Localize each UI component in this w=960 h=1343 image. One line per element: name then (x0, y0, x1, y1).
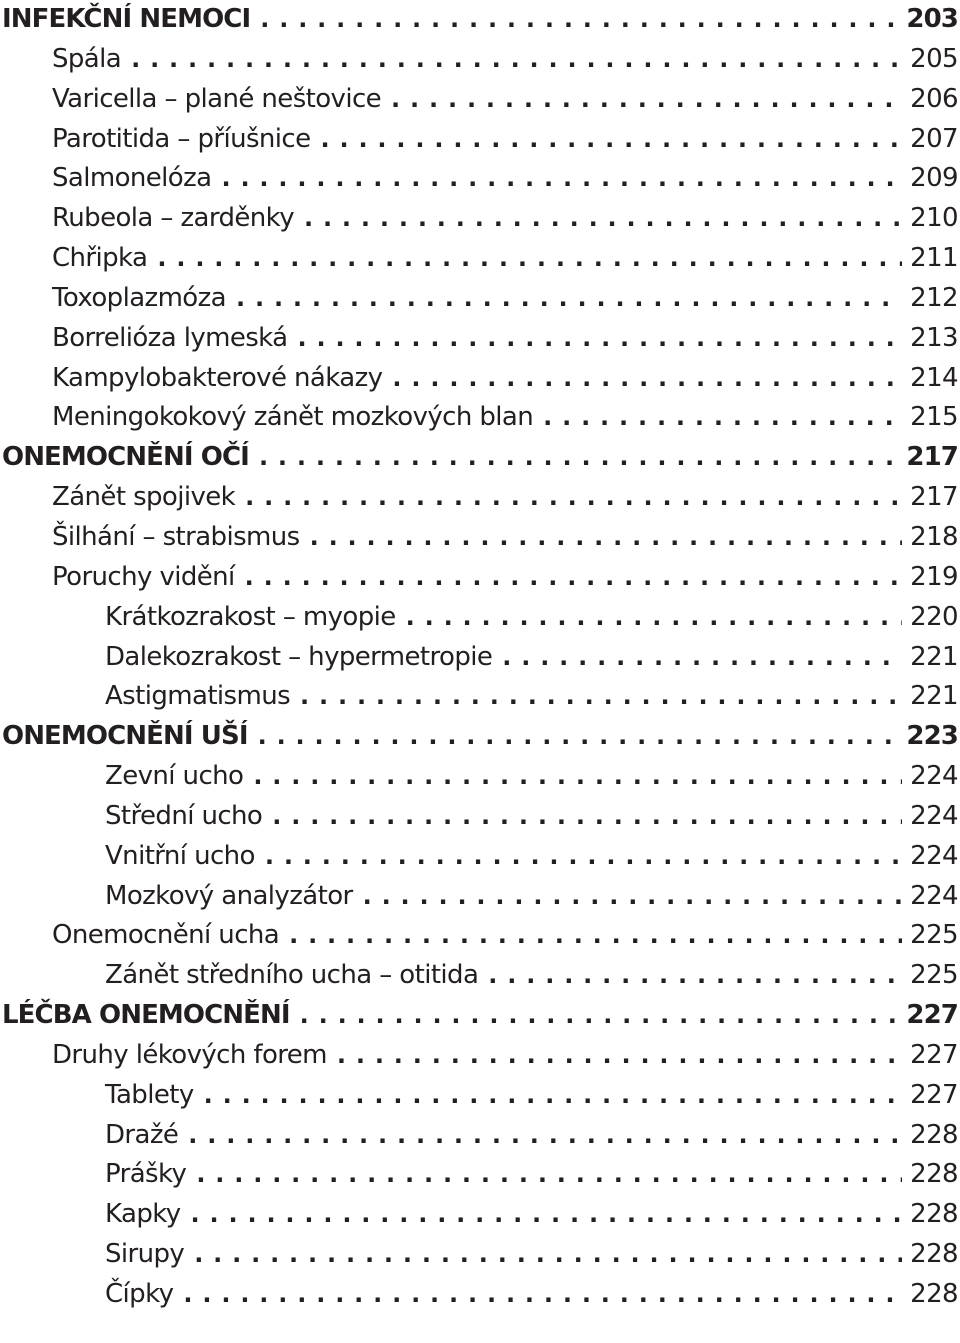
toc-entry[interactable] (0, 956, 958, 996)
toc-entry-title: Onemocnění ucha (52, 920, 280, 951)
dot-leader (321, 120, 902, 160)
dot-leader (298, 319, 902, 359)
toc-entry[interactable] (0, 877, 958, 917)
toc-entry[interactable] (0, 1155, 958, 1195)
toc-entry-title: Mozkový analyzátor (105, 880, 353, 911)
toc-entry[interactable] (0, 1235, 958, 1275)
toc-entry-page-number: 218 (910, 521, 958, 552)
toc-entry-page-number: 228 (910, 1119, 958, 1150)
toc-entry-title: Chřipka (52, 243, 148, 274)
toc-entry[interactable] (0, 120, 958, 160)
dot-leader (258, 717, 901, 757)
toc-entry-page-number: 206 (910, 83, 958, 114)
dot-leader (363, 877, 902, 917)
toc-entry-page-number: 221 (910, 641, 958, 672)
toc-entry[interactable] (0, 359, 958, 399)
dot-leader (236, 279, 902, 319)
toc-entry-page-number: 210 (910, 203, 958, 234)
toc-entry-title: Toxoplazmóza (52, 282, 226, 313)
toc-entry-title: INFEKČNÍ NEMOCI (2, 4, 251, 34)
toc-entry-title: Šilhání – strabismus (52, 521, 300, 552)
toc-entry[interactable] (0, 239, 958, 279)
toc-entry-title: Borrelióza lymeská (52, 322, 288, 353)
dot-leader (300, 677, 902, 717)
toc-entry-page-number: 205 (910, 43, 958, 74)
toc-entry-title: ONEMOCNĚNÍ UŠÍ (2, 721, 248, 752)
toc-entry[interactable] (0, 319, 958, 359)
toc-section-heading[interactable] (0, 996, 958, 1036)
toc-entry-title: Zevní ucho (105, 761, 244, 792)
toc-entry[interactable] (0, 1076, 958, 1116)
toc-entry[interactable] (0, 159, 958, 199)
toc-entry[interactable] (0, 916, 958, 956)
dot-leader (245, 558, 902, 598)
dot-leader (488, 956, 902, 996)
toc-entry-title: Varicella – plané neštovice (52, 83, 382, 114)
dot-leader (183, 1275, 902, 1315)
toc-entry[interactable] (0, 518, 958, 558)
toc-entry-title: Astigmatismus (105, 681, 291, 712)
toc-entry-page-number: 220 (910, 601, 958, 632)
toc-entry-title: Kampylobakterové nákazy (52, 362, 383, 393)
dot-leader (304, 199, 902, 239)
toc-entry-page-number: 217 (910, 482, 958, 513)
toc-entry-title: Prášky (105, 1159, 187, 1190)
dot-leader (196, 1155, 902, 1195)
toc-entry[interactable] (0, 797, 958, 837)
dot-leader (300, 996, 901, 1036)
toc-entry-page-number: 211 (910, 243, 958, 274)
toc-entry[interactable] (0, 40, 958, 80)
toc-entry[interactable] (0, 837, 958, 877)
toc-entry-title: Zánět spojivek (52, 482, 236, 513)
toc-entry[interactable] (0, 199, 958, 239)
dot-leader (157, 239, 902, 279)
toc-entry-page-number: 228 (910, 1239, 958, 1270)
toc-entry-page-number: 213 (910, 322, 958, 353)
dot-leader (221, 159, 902, 199)
toc-entry-page-number: 214 (910, 362, 958, 393)
toc-entry[interactable] (0, 1275, 958, 1315)
toc-section-heading[interactable] (0, 717, 958, 757)
toc-entry[interactable] (0, 1036, 958, 1076)
toc-entry-title: Dalekozrakost – hypermetropie (105, 641, 493, 672)
toc-entry[interactable] (0, 1195, 958, 1235)
dot-leader (289, 916, 902, 956)
toc-entry-page-number: 224 (910, 761, 958, 792)
toc-entry-title: Parotitida – příušnice (52, 123, 311, 154)
dot-leader (310, 518, 902, 558)
toc-entry[interactable] (0, 598, 958, 638)
toc-entry-page-number: 223 (906, 721, 958, 752)
toc-entry-page-number: 203 (906, 4, 958, 34)
toc-entry-title: Kapky (105, 1199, 181, 1230)
toc-entry-page-number: 228 (910, 1159, 958, 1190)
toc-entry-title: Střední ucho (105, 800, 263, 831)
toc-entry[interactable] (0, 279, 958, 319)
toc-section-heading[interactable] (0, 0, 958, 40)
toc-entry-title: Meningokokový zánět mozkových blan (52, 402, 534, 433)
toc-entry-page-number: 228 (910, 1199, 958, 1230)
toc-entry-page-number: 228 (910, 1279, 958, 1309)
toc-entry-page-number: 217 (906, 442, 958, 473)
dot-leader (272, 797, 902, 837)
dot-leader (406, 598, 902, 638)
toc-entry[interactable] (0, 80, 958, 120)
dot-leader (391, 80, 902, 120)
toc-entry-title: Poruchy vidění (52, 561, 235, 592)
dot-leader (259, 438, 900, 478)
dot-leader (265, 837, 902, 877)
toc-entry-title: Sirupy (105, 1239, 185, 1270)
toc-entry-page-number: 212 (910, 282, 958, 313)
dot-leader (502, 638, 902, 678)
toc-entry-title: Rubeola – zarděnky (52, 203, 294, 234)
dot-leader (245, 478, 902, 518)
toc-entry-title: Čípky (105, 1279, 174, 1309)
dot-leader (543, 398, 902, 438)
toc-entry-page-number: 225 (910, 960, 958, 991)
toc-entry-page-number: 215 (910, 402, 958, 433)
toc-entry[interactable] (0, 558, 958, 598)
dot-leader (260, 0, 900, 40)
toc-entry-page-number: 227 (910, 1079, 958, 1110)
toc-section-heading[interactable] (0, 438, 958, 478)
toc-entry-title: Krátkozrakost – myopie (105, 601, 396, 632)
toc-entry[interactable] (0, 478, 958, 518)
dot-leader (131, 40, 902, 80)
toc-entry-page-number: 224 (910, 840, 958, 871)
toc-entry-title: Zánět středního ucha – otitida (105, 960, 479, 991)
toc-entry-page-number: 227 (910, 1039, 958, 1070)
dot-leader (204, 1076, 902, 1116)
toc-entry-page-number: 209 (910, 163, 958, 194)
toc-entry-title: Vnitřní ucho (105, 840, 255, 871)
toc-entry-page-number: 221 (910, 681, 958, 712)
toc-entry[interactable] (0, 638, 958, 678)
dot-leader (253, 757, 902, 797)
toc-entry-title: Dražé (105, 1119, 179, 1150)
toc-entry-page-number: 224 (910, 880, 958, 911)
toc-entry[interactable] (0, 757, 958, 797)
toc-entry-title: Spála (52, 43, 122, 74)
toc-entry[interactable] (0, 677, 958, 717)
toc-entry-page-number: 227 (906, 1000, 958, 1031)
toc-entry-title: Druhy lékových forem (52, 1039, 327, 1070)
dot-leader (392, 359, 902, 399)
toc-entry-title: ONEMOCNĚNÍ OČÍ (2, 442, 249, 473)
toc-entry[interactable] (0, 398, 958, 438)
toc-entry-title: Salmonelóza (52, 163, 212, 194)
toc-entry-title: LÉČBA ONEMOCNĚNÍ (2, 1000, 290, 1031)
dot-leader (188, 1116, 902, 1156)
toc-entry-page-number: 225 (910, 920, 958, 951)
dot-leader (194, 1235, 902, 1275)
dot-leader (191, 1195, 902, 1235)
toc-entry-page-number: 207 (910, 123, 958, 154)
toc-entry[interactable] (0, 1116, 958, 1156)
toc-entry-page-number: 224 (910, 800, 958, 831)
dot-leader (337, 1036, 902, 1076)
toc-entry-title: Tablety (105, 1079, 194, 1110)
toc-entry-page-number: 219 (910, 561, 958, 592)
